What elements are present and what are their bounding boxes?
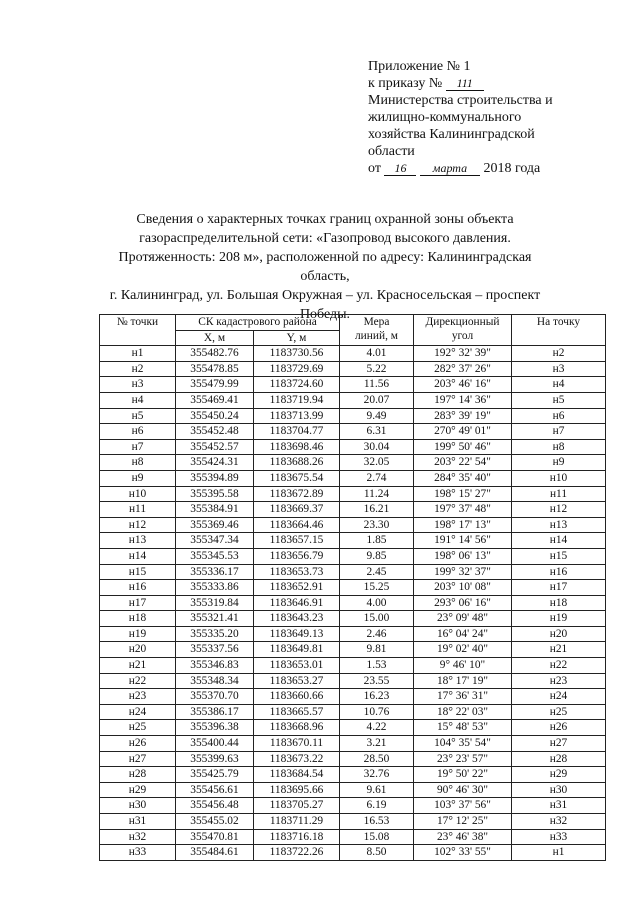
cell-to-point: н32 (512, 814, 606, 830)
table-row (100, 767, 606, 783)
cell-x: 355321.41 (176, 611, 254, 627)
cell-y: 1183653.01 (254, 658, 340, 674)
cell-point: н12 (100, 517, 176, 533)
cell-x: 355337.56 (176, 642, 254, 658)
cell-y: 1183656.79 (254, 548, 340, 564)
cell-x: 355370.70 (176, 689, 254, 705)
cell-point: н20 (100, 642, 176, 658)
cell-bearing: 17° 36' 31" (414, 689, 512, 705)
cell-to-point: н22 (512, 658, 606, 674)
cell-to-point: н19 (512, 611, 606, 627)
table-row (100, 704, 606, 720)
cell-y: 1183722.26 (254, 845, 340, 861)
cell-measure: 16.23 (340, 689, 414, 705)
cell-bearing: 270° 49' 01" (414, 424, 512, 440)
cell-bearing: 16° 04' 24" (414, 626, 512, 642)
cell-x: 355456.61 (176, 782, 254, 798)
cell-bearing: 9° 46' 10" (414, 658, 512, 674)
cell-y: 1183724.60 (254, 377, 340, 393)
cell-y: 1183664.46 (254, 517, 340, 533)
cell-point: н16 (100, 580, 176, 596)
cell-point: н19 (100, 626, 176, 642)
cell-y: 1183672.89 (254, 486, 340, 502)
cell-y: 1183688.26 (254, 455, 340, 471)
cell-point: н28 (100, 767, 176, 783)
cell-bearing: 18° 22' 03" (414, 704, 512, 720)
cell-measure: 2.46 (340, 626, 414, 642)
cell-x: 355345.53 (176, 548, 254, 564)
cell-point: н24 (100, 704, 176, 720)
cell-measure: 23.55 (340, 673, 414, 689)
table-row (100, 408, 606, 424)
cell-y: 1183670.11 (254, 736, 340, 752)
ministry-line-3: хозяйства Калининградской (368, 127, 535, 142)
cell-x: 355347.34 (176, 533, 254, 549)
table-row (100, 751, 606, 767)
cell-y: 1183653.27 (254, 673, 340, 689)
cell-to-point: н4 (512, 377, 606, 393)
cell-measure: 23.30 (340, 517, 414, 533)
cell-bearing: 198° 06' 13" (414, 548, 512, 564)
date-day: 16 (384, 161, 416, 176)
cell-to-point: н13 (512, 517, 606, 533)
cell-to-point: н14 (512, 533, 606, 549)
cell-x: 355470.81 (176, 829, 254, 845)
cell-point: н27 (100, 751, 176, 767)
cell-x: 355479.99 (176, 377, 254, 393)
cell-to-point: н1 (512, 845, 606, 861)
cell-y: 1183673.22 (254, 751, 340, 767)
cell-to-point: н17 (512, 580, 606, 596)
cell-y: 1183649.13 (254, 626, 340, 642)
cell-y: 1183649.81 (254, 642, 340, 658)
cell-measure: 9.81 (340, 642, 414, 658)
cell-point: н33 (100, 845, 176, 861)
cell-x: 355394.89 (176, 470, 254, 486)
table-row (100, 346, 606, 362)
cell-bearing: 23° 23' 57" (414, 751, 512, 767)
cell-bearing: 104° 35' 54" (414, 736, 512, 752)
header-cs-group: СК кадастрового района (176, 315, 340, 331)
cell-y: 1183730.56 (254, 346, 340, 362)
table-header (100, 315, 606, 346)
cell-to-point: н30 (512, 782, 606, 798)
cell-to-point: н21 (512, 642, 606, 658)
cell-to-point: н25 (512, 704, 606, 720)
heading-line-3: Протяженность: 208 м», расположенной по адресу: Калининградская область, (118, 250, 532, 284)
cell-bearing: 191° 14' 56" (414, 533, 512, 549)
header-bearing-line-1: Дирекционный (425, 316, 500, 328)
cell-point: н15 (100, 564, 176, 580)
cell-bearing: 203° 46' 16" (414, 377, 512, 393)
cell-bearing: 197° 37' 48" (414, 502, 512, 518)
cell-measure: 2.45 (340, 564, 414, 580)
heading-line-5: Победы. (299, 307, 351, 322)
cell-point: н21 (100, 658, 176, 674)
cell-to-point: н7 (512, 424, 606, 440)
cell-point: н13 (100, 533, 176, 549)
table-row (100, 486, 606, 502)
table-row (100, 595, 606, 611)
cell-point: н14 (100, 548, 176, 564)
cell-point: н26 (100, 736, 176, 752)
cell-x: 355482.76 (176, 346, 254, 362)
boundary-points-table (99, 314, 606, 861)
cell-y: 1183646.91 (254, 595, 340, 611)
cell-measure: 15.00 (340, 611, 414, 627)
cell-y: 1183695.66 (254, 782, 340, 798)
cell-measure: 28.50 (340, 751, 414, 767)
cell-measure: 9.49 (340, 408, 414, 424)
order-number: 111 (446, 76, 484, 91)
cell-measure: 15.08 (340, 829, 414, 845)
cell-point: н7 (100, 439, 176, 455)
table-row (100, 829, 606, 845)
cell-point: н31 (100, 814, 176, 830)
ministry-line-1: Министерства строительства и (368, 93, 553, 108)
cell-to-point: н9 (512, 455, 606, 471)
cell-measure: 4.01 (340, 346, 414, 362)
cell-measure: 6.31 (340, 424, 414, 440)
cell-point: н10 (100, 486, 176, 502)
cell-x: 355478.85 (176, 361, 254, 377)
cell-y: 1183657.15 (254, 533, 340, 549)
cell-y: 1183675.54 (254, 470, 340, 486)
cell-to-point: н2 (512, 346, 606, 362)
cell-x: 355333.86 (176, 580, 254, 596)
cell-x: 355396.38 (176, 720, 254, 736)
cell-point: н4 (100, 392, 176, 408)
heading-line-4: г. Калининград, ул. Большая Окружная – ул. Красносельская – проспект (109, 288, 541, 303)
cell-bearing: 103° 37' 56" (414, 798, 512, 814)
cell-point: н32 (100, 829, 176, 845)
cell-x: 355384.91 (176, 502, 254, 518)
cell-to-point: н6 (512, 408, 606, 424)
date-line (368, 160, 618, 177)
cell-x: 355455.02 (176, 814, 254, 830)
date-suffix: 2018 года (483, 161, 541, 176)
cell-to-point: н16 (512, 564, 606, 580)
ministry-line-4: области (368, 144, 415, 159)
cell-to-point: н23 (512, 673, 606, 689)
cell-y: 1183652.91 (254, 580, 340, 596)
heading-line-2: газораспределительной сети: «Газопровод высокого давления. (139, 231, 511, 246)
cell-y: 1183668.96 (254, 720, 340, 736)
cell-x: 355348.34 (176, 673, 254, 689)
cell-to-point: н28 (512, 751, 606, 767)
cell-bearing: 203° 22' 54" (414, 455, 512, 471)
cell-measure: 16.53 (340, 814, 414, 830)
cell-measure: 4.00 (340, 595, 414, 611)
table-row (100, 502, 606, 518)
table-row (100, 611, 606, 627)
header-measure (340, 315, 414, 346)
cell-measure: 10.76 (340, 704, 414, 720)
table-row (100, 392, 606, 408)
cell-bearing: 198° 15' 27" (414, 486, 512, 502)
appendix-block (368, 58, 618, 177)
cell-y: 1183643.23 (254, 611, 340, 627)
cell-x: 355336.17 (176, 564, 254, 580)
cell-bearing: 102° 33' 55" (414, 845, 512, 861)
cell-y: 1183713.99 (254, 408, 340, 424)
header-measure-line-2: линий, м (355, 330, 398, 342)
table-row (100, 814, 606, 830)
cell-bearing: 293° 06' 16" (414, 595, 512, 611)
appendix-title: Приложение № 1 (368, 59, 471, 74)
cell-point: н8 (100, 455, 176, 471)
cell-point: н3 (100, 377, 176, 393)
table-row (100, 424, 606, 440)
header-bearing-line-2: угол (451, 330, 474, 342)
cell-bearing: 15° 48' 53" (414, 720, 512, 736)
date-month: марта (420, 161, 480, 176)
table-row (100, 361, 606, 377)
cell-bearing: 197° 14' 36" (414, 392, 512, 408)
cell-point: н5 (100, 408, 176, 424)
cell-x: 355425.79 (176, 767, 254, 783)
table-row (100, 517, 606, 533)
cell-x: 355484.61 (176, 845, 254, 861)
cell-to-point: н3 (512, 361, 606, 377)
cell-to-point: н10 (512, 470, 606, 486)
cell-to-point: н12 (512, 502, 606, 518)
cell-measure: 32.05 (340, 455, 414, 471)
cell-bearing: 198° 17' 13" (414, 517, 512, 533)
cell-y: 1183665.57 (254, 704, 340, 720)
cell-bearing: 199° 50' 46" (414, 439, 512, 455)
cell-y: 1183719.94 (254, 392, 340, 408)
cell-to-point: н11 (512, 486, 606, 502)
table-row (100, 798, 606, 814)
table-row (100, 736, 606, 752)
cell-bearing: 23° 09' 48" (414, 611, 512, 627)
cell-measure: 30.04 (340, 439, 414, 455)
date-prefix: от (368, 161, 381, 176)
table-row (100, 673, 606, 689)
cell-measure: 3.21 (340, 736, 414, 752)
table-row (100, 548, 606, 564)
cell-x: 355346.83 (176, 658, 254, 674)
table-row (100, 626, 606, 642)
table-row (100, 533, 606, 549)
cell-bearing: 282° 37' 26" (414, 361, 512, 377)
cell-point: н29 (100, 782, 176, 798)
cell-x: 355452.57 (176, 439, 254, 455)
cell-x: 355469.41 (176, 392, 254, 408)
cell-point: н22 (100, 673, 176, 689)
cell-bearing: 203° 10' 08" (414, 580, 512, 596)
cell-to-point: н20 (512, 626, 606, 642)
table-row (100, 642, 606, 658)
cell-point: н23 (100, 689, 176, 705)
cell-point: н1 (100, 346, 176, 362)
cell-measure: 16.21 (340, 502, 414, 518)
cell-bearing: 19° 02' 40" (414, 642, 512, 658)
cell-bearing: 192° 32' 39" (414, 346, 512, 362)
cell-y: 1183716.18 (254, 829, 340, 845)
ministry-line-2: жилищно-коммунального (368, 110, 522, 125)
table-row (100, 377, 606, 393)
cell-measure: 11.56 (340, 377, 414, 393)
header-to-point: На точку (512, 315, 606, 346)
cell-x: 355369.46 (176, 517, 254, 533)
cell-bearing: 284° 35' 40" (414, 470, 512, 486)
cell-measure: 32.76 (340, 767, 414, 783)
cell-y: 1183669.37 (254, 502, 340, 518)
cell-point: н30 (100, 798, 176, 814)
header-measure-line-1: Мера (363, 316, 390, 328)
order-line (368, 75, 618, 92)
cell-bearing: 90° 46' 30" (414, 782, 512, 798)
cell-bearing: 199° 32' 37" (414, 564, 512, 580)
cell-x: 355399.63 (176, 751, 254, 767)
table-row (100, 455, 606, 471)
cell-bearing: 283° 39' 19" (414, 408, 512, 424)
cell-to-point: н33 (512, 829, 606, 845)
table-row (100, 658, 606, 674)
cell-x: 355335.20 (176, 626, 254, 642)
cell-to-point: н24 (512, 689, 606, 705)
cell-bearing: 23° 46' 38" (414, 829, 512, 845)
cell-to-point: н18 (512, 595, 606, 611)
cell-x: 355456.48 (176, 798, 254, 814)
table-row (100, 720, 606, 736)
cell-x: 355400.44 (176, 736, 254, 752)
cell-measure: 8.50 (340, 845, 414, 861)
cell-x: 355319.84 (176, 595, 254, 611)
cell-measure: 15.25 (340, 580, 414, 596)
cell-x: 355424.31 (176, 455, 254, 471)
header-y: Y, м (254, 330, 340, 346)
table-row (100, 845, 606, 861)
cell-to-point: н29 (512, 767, 606, 783)
cell-measure: 11.24 (340, 486, 414, 502)
header-x: X, м (176, 330, 254, 346)
cell-y: 1183729.69 (254, 361, 340, 377)
cell-measure: 1.85 (340, 533, 414, 549)
cell-point: н18 (100, 611, 176, 627)
cell-to-point: н15 (512, 548, 606, 564)
order-prefix: к приказу № (368, 76, 443, 91)
cell-bearing: 17° 12' 25" (414, 814, 512, 830)
header-point: № точки (100, 315, 176, 346)
cell-bearing: 18° 17' 19" (414, 673, 512, 689)
table-row (100, 689, 606, 705)
cell-point: н25 (100, 720, 176, 736)
table-row (100, 439, 606, 455)
cell-to-point: н5 (512, 392, 606, 408)
cell-to-point: н27 (512, 736, 606, 752)
cell-point: н11 (100, 502, 176, 518)
cell-point: н6 (100, 424, 176, 440)
table-row (100, 782, 606, 798)
table-row (100, 580, 606, 596)
cell-y: 1183653.73 (254, 564, 340, 580)
cell-measure: 6.19 (340, 798, 414, 814)
cell-measure: 4.22 (340, 720, 414, 736)
cell-to-point: н26 (512, 720, 606, 736)
cell-measure: 1.53 (340, 658, 414, 674)
heading-line-1: Сведения о характерных точках границ охранной зоны объекта (136, 212, 514, 227)
cell-measure: 9.85 (340, 548, 414, 564)
cell-point: н2 (100, 361, 176, 377)
cell-y: 1183705.27 (254, 798, 340, 814)
cell-to-point: н31 (512, 798, 606, 814)
table-row (100, 564, 606, 580)
document-heading (95, 210, 555, 324)
cell-x: 355450.24 (176, 408, 254, 424)
cell-y: 1183711.29 (254, 814, 340, 830)
cell-point: н9 (100, 470, 176, 486)
cell-measure: 5.22 (340, 361, 414, 377)
cell-y: 1183660.66 (254, 689, 340, 705)
cell-measure: 9.61 (340, 782, 414, 798)
cell-y: 1183704.77 (254, 424, 340, 440)
cell-y: 1183684.54 (254, 767, 340, 783)
header-bearing (414, 315, 512, 346)
cell-x: 355386.17 (176, 704, 254, 720)
table-body (100, 346, 606, 861)
cell-y: 1183698.46 (254, 439, 340, 455)
cell-point: н17 (100, 595, 176, 611)
cell-to-point: н8 (512, 439, 606, 455)
cell-x: 355395.58 (176, 486, 254, 502)
cell-measure: 2.74 (340, 470, 414, 486)
cell-bearing: 19° 50' 22" (414, 767, 512, 783)
table-row (100, 470, 606, 486)
cell-measure: 20.07 (340, 392, 414, 408)
cell-x: 355452.48 (176, 424, 254, 440)
